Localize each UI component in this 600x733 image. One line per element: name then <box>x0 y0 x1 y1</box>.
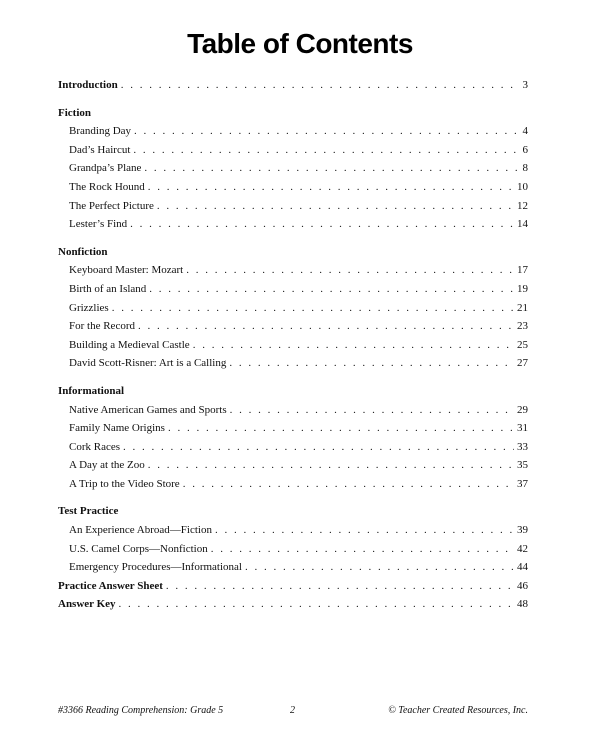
entry-label: The Perfect Picture <box>69 199 154 212</box>
entry-label: Branding Day <box>69 125 132 138</box>
table-of-contents <box>58 76 528 614</box>
entry-page: 3 <box>522 79 528 91</box>
entry-page: 39 <box>517 524 528 537</box>
dot-leader <box>133 141 519 160</box>
entry-label: David Scott-Risner: Art is a Calling <box>69 357 227 370</box>
dot-leader <box>168 419 514 438</box>
dot-leader <box>183 475 514 494</box>
dot-leader <box>144 159 519 178</box>
section-heading-nonfiction: Nonfiction <box>58 245 108 258</box>
dot-leader <box>166 577 514 596</box>
entry-label: Dad’s Haircut <box>69 143 131 156</box>
dot-leader <box>215 521 514 540</box>
entry-page: 27 <box>517 357 528 370</box>
entry-label: Building a Medieval Castle <box>69 338 190 351</box>
entry-page: 10 <box>517 180 528 193</box>
entry-label: Emergency Procedures—Informational <box>69 561 242 574</box>
toc-entry-answer-key[interactable] <box>58 595 528 614</box>
entry-page: 12 <box>517 199 528 212</box>
toc-entry[interactable] <box>58 317 528 336</box>
toc-entry-introduction[interactable] <box>58 76 528 95</box>
toc-entry[interactable] <box>58 141 528 160</box>
toc-entry[interactable] <box>58 419 528 438</box>
toc-entry[interactable] <box>58 280 528 299</box>
entry-page: 42 <box>517 542 528 555</box>
dot-leader <box>230 401 514 420</box>
entry-page: 23 <box>517 320 528 333</box>
footer-book-title: #3366 Reading Comprehension: Grade 5 <box>58 705 224 716</box>
entry-label: Family Name Origins <box>69 422 165 435</box>
entry-page: 48 <box>517 598 528 611</box>
entry-label: Answer Key <box>58 598 116 611</box>
dot-leader <box>157 197 514 216</box>
footer-copyright: © Teacher Created Resources, Inc. <box>388 705 528 716</box>
section-heading-informational: Informational <box>58 384 124 397</box>
dot-leader <box>138 317 514 336</box>
entry-page: 8 <box>522 162 528 175</box>
entry-label: A Trip to the Video Store <box>69 477 180 490</box>
dot-leader <box>148 178 514 197</box>
entry-label: Introduction <box>58 79 118 91</box>
entry-page: 37 <box>517 477 528 490</box>
entry-page: 31 <box>517 422 528 435</box>
toc-entry[interactable] <box>58 456 528 475</box>
entry-page: 6 <box>522 143 528 156</box>
entry-label: Birth of an Island <box>69 282 147 295</box>
dot-leader <box>112 299 514 318</box>
dot-leader <box>229 354 514 373</box>
dot-leader <box>149 280 514 299</box>
entry-page: 25 <box>517 338 528 351</box>
entry-page: 29 <box>517 403 528 416</box>
toc-entry[interactable] <box>58 401 528 420</box>
dot-leader <box>134 122 519 141</box>
toc-entry-practice-answer-sheet[interactable] <box>58 577 528 596</box>
entry-page: 46 <box>517 579 528 592</box>
entry-page: 33 <box>517 440 528 453</box>
toc-entry[interactable] <box>58 438 528 457</box>
entry-page: 19 <box>517 282 528 295</box>
toc-entry[interactable] <box>58 178 528 197</box>
toc-entry[interactable] <box>58 540 528 559</box>
toc-entry[interactable] <box>58 299 528 318</box>
section-heading-test-practice: Test Practice <box>58 505 119 518</box>
entry-label: Practice Answer Sheet <box>58 579 163 592</box>
toc-entry[interactable] <box>58 215 528 234</box>
entry-label: Grandpa’s Plane <box>69 162 142 175</box>
dot-leader <box>186 261 514 280</box>
toc-entry[interactable] <box>58 197 528 216</box>
dot-leader <box>211 540 514 559</box>
dot-leader <box>193 336 514 355</box>
entry-label: Grizzlies <box>69 301 109 314</box>
dot-leader <box>119 595 514 614</box>
entry-page: 4 <box>522 125 528 138</box>
toc-entry[interactable] <box>58 122 528 141</box>
toc-entry[interactable] <box>58 558 528 577</box>
toc-entry[interactable] <box>58 336 528 355</box>
entry-page: 35 <box>517 459 528 472</box>
entry-label: Lester’s Find <box>69 218 128 231</box>
dot-leader <box>148 456 514 475</box>
toc-entry[interactable] <box>58 159 528 178</box>
entry-label: For the Record <box>69 320 135 333</box>
entry-page: 17 <box>517 264 528 277</box>
entry-label: Cork Races <box>69 440 121 453</box>
toc-entry[interactable] <box>58 521 528 540</box>
section-heading-fiction: Fiction <box>58 106 91 119</box>
toc-entry[interactable] <box>58 261 528 280</box>
entry-page: 21 <box>517 301 528 314</box>
entry-label: A Day at the Zoo <box>69 459 145 472</box>
page-footer <box>58 705 528 716</box>
dot-leader <box>130 215 514 234</box>
entry-label: The Rock Hound <box>69 180 145 193</box>
entry-label: Keyboard Master: Mozart <box>69 264 184 277</box>
dot-leader <box>245 558 514 577</box>
entry-label: U.S. Camel Corps—Nonfiction <box>69 542 208 555</box>
entry-label: Native American Games and Sports <box>69 403 227 416</box>
dot-leader <box>121 76 520 95</box>
toc-entry[interactable] <box>58 354 528 373</box>
entry-page: 14 <box>517 218 528 231</box>
entry-page: 44 <box>517 561 528 574</box>
footer-page-number: 2 <box>290 705 295 716</box>
toc-entry[interactable] <box>58 475 528 494</box>
entry-label: An Experience Abroad—Fiction <box>69 524 212 537</box>
page-title: Table of Contents <box>187 28 413 59</box>
dot-leader <box>123 438 514 457</box>
